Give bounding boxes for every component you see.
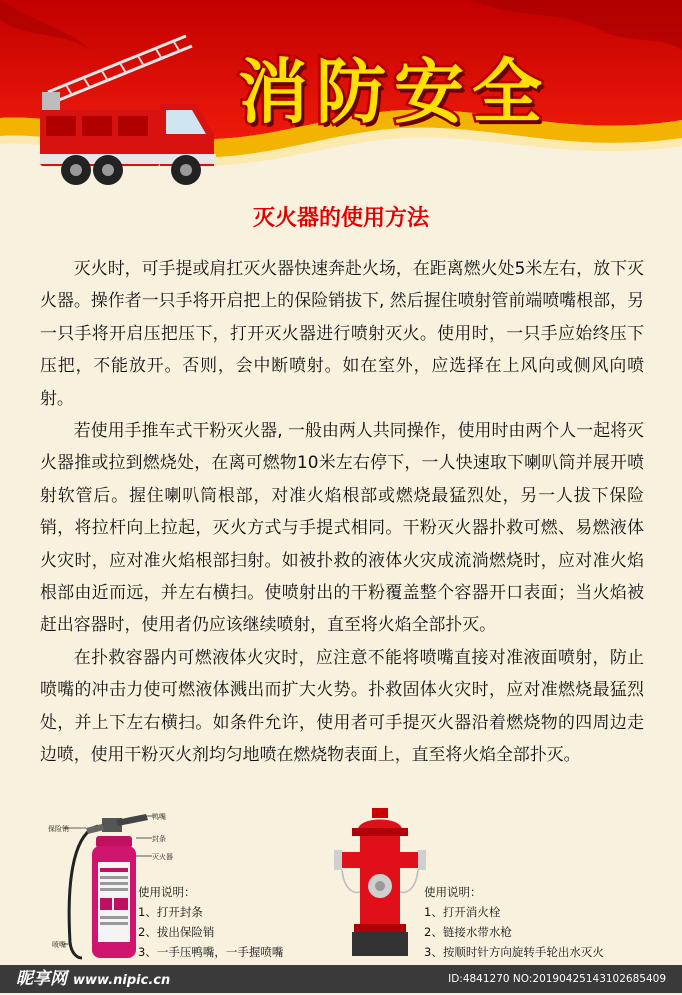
hydrant-instructions-title: 使用说明：: [424, 885, 482, 899]
paragraph-3: 在扑救容器内可燃液体火灾时，应注意不能将喷嘴直接对准液面喷射，防止喷嘴的冲击力使可燃液体溅出而扩大火势。扑救固体火灾时，应对准燃烧最猛烈处，并上下左右横扫。如条件允许，使用者可手提灭火器沿着燃烧物的四周边走边喷，使用干粉灭火剂均匀地喷在燃烧物表面上，直至将火焰全部扑灭。: [40, 646, 644, 765]
watermark-logo: [16, 965, 170, 993]
paragraph-2: 若使用手推车式干粉灭火器, 一般由两人共同操作，使用时由两个人一起将灭火器推或拉到燃烧处，在离可燃物10米左右停下，一人快速取下喇叭筒并展开喷射软管后。握住喇叭筒根部，对准火焰根部或燃烧最猛烈处，另一人拔下保险销，将拉杆向上拉起，灭火方式与手提式相同。干粉灭火器扑救可燃、易燃液体火灾时，应对准火焰根部扫射。如被扑救的液体火灾成流淌燃烧时，应对准火焰根部由近而远，并左右横扫。使喷射出的干粉覆盖整个容器开口表面；当火焰被赶出容器时，使用者仍应该继续喷射，直至将火焰全部扑灭。: [40, 420, 644, 635]
watermark-logo-text: 昵享网: [16, 969, 67, 989]
header-title: 消防安全: [238, 51, 550, 133]
hydrant-instructions: [424, 882, 604, 962]
label-safety-pin: 保险销: [48, 825, 69, 833]
hydrant-step-1: 1、打开消火栓: [424, 905, 501, 919]
label-duckbill: 鸭嘴: [152, 813, 166, 821]
article-body: [40, 252, 644, 771]
fire-truck-icon: [36, 30, 226, 190]
label-extinguisher: 灭火器: [152, 853, 173, 861]
extinguisher-instructions-title: 使用说明：: [138, 885, 196, 899]
extinguisher-step-1: 1、打开封条: [138, 905, 203, 919]
hydrant-step-2: 2、链接水带水枪: [424, 925, 512, 939]
label-seal: 封条: [152, 835, 166, 843]
extinguisher-instructions: [138, 882, 283, 962]
watermark-url: www.nipic.cn: [73, 973, 171, 988]
label-nozzle: 喷嘴: [52, 941, 66, 949]
fire-hydrant-icon: [330, 808, 430, 958]
paragraph-1: 灭火时，可手提或肩扛灭火器快速奔赴火场，在距离燃火处5米左右，放下灭火器。操作者一只手将开启把上的保险销拔下, 然后握住喷射管前端喷嘴根部，另一只手将开启压把压下，打开灭火器进行喷射灭火。使用时，一只手应始终压下压把，不能放开。否则，会中断喷射。如在室外，应选择在上风向或侧风向喷射。: [40, 258, 644, 408]
image-id: ID:4841270 NO:20190425143102685409: [448, 973, 666, 985]
extinguisher-step-2: 2、拔出保险销: [138, 925, 215, 939]
extinguisher-step-3: 3、一手压鸭嘴，一手握喷嘴: [138, 945, 284, 959]
hydrant-step-3: 3、按顺时针方向旋转手轮出水灭火: [424, 945, 604, 959]
article-title: 灭火器的使用方法: [252, 206, 429, 231]
